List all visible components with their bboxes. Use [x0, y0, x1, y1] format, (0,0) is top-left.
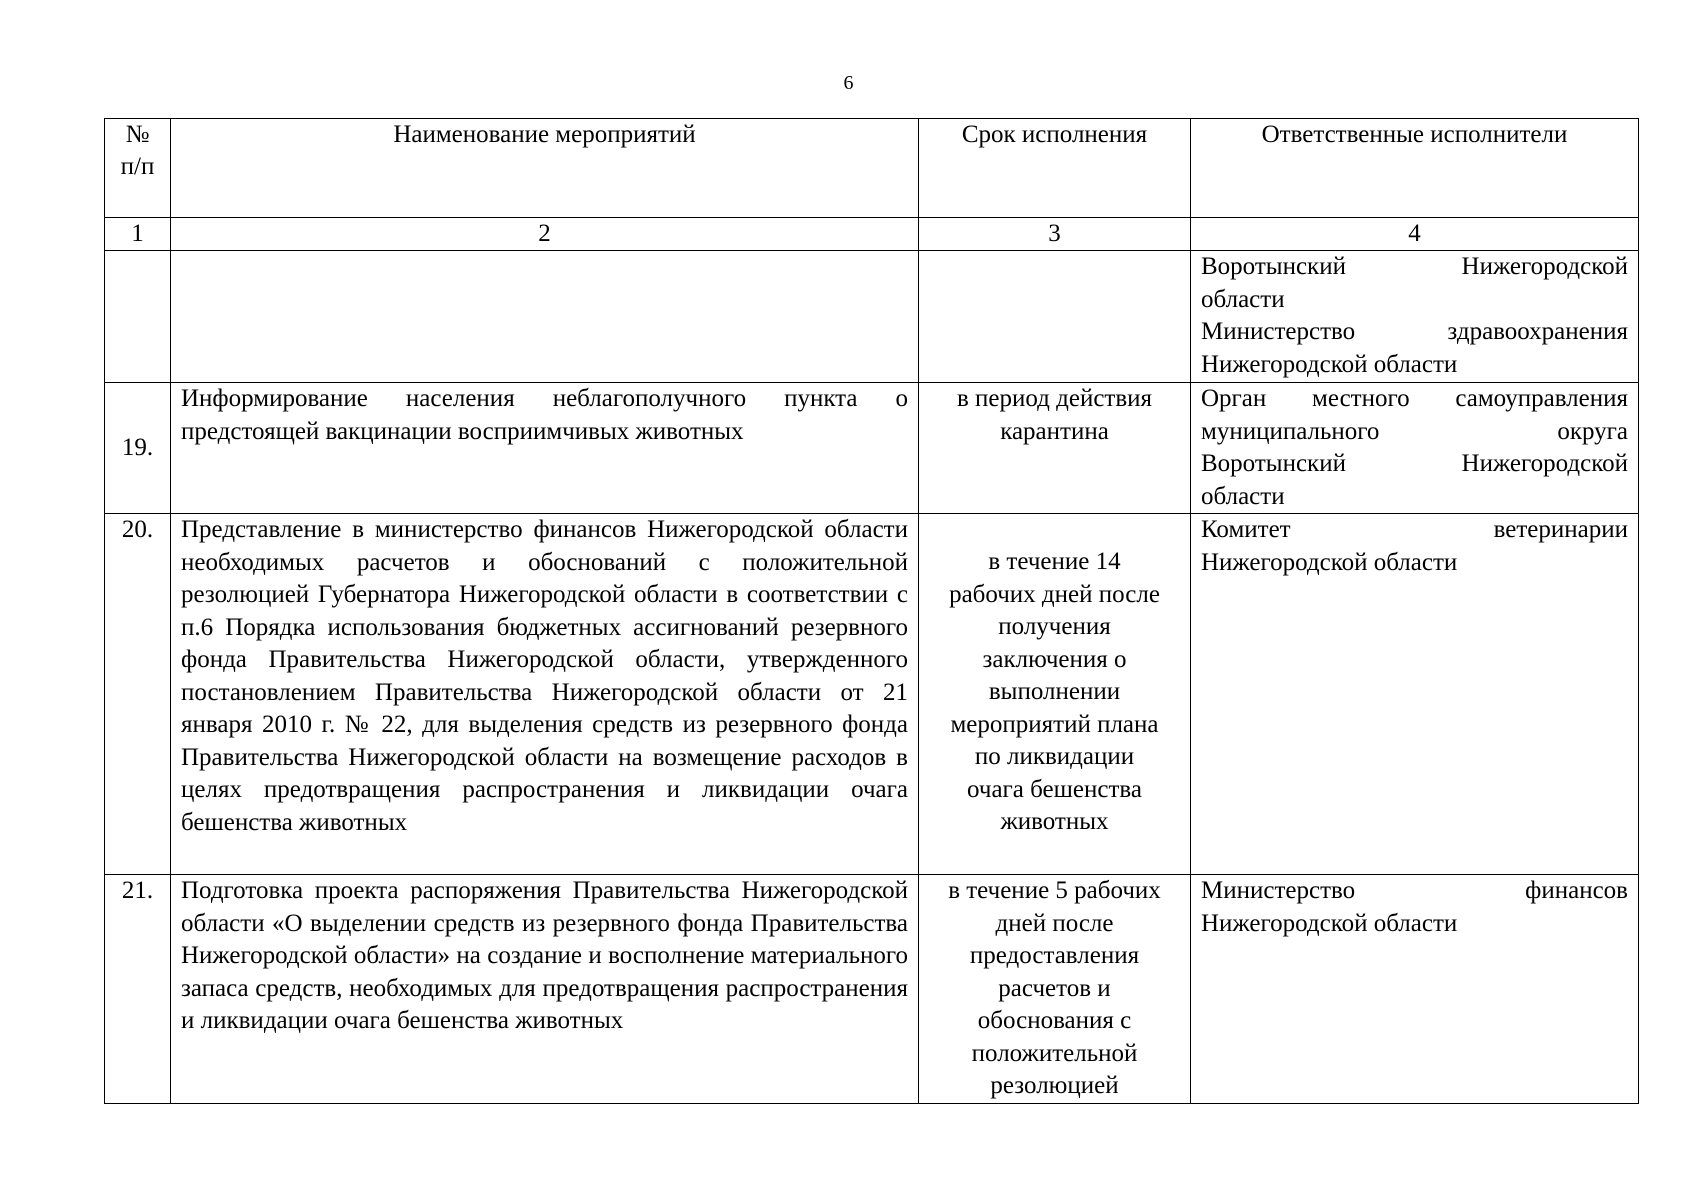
header-number-sign: № [125, 121, 150, 148]
row-responsible [1191, 875, 1639, 1104]
responsible-line: Министерство здравоохранения [1201, 318, 1628, 345]
row-deadline [919, 514, 1191, 875]
deadline-line: обоснования с [977, 1007, 1132, 1034]
responsible-line: Воротынский Нижегородской [1201, 450, 1628, 477]
responsible-line: Воротынский Нижегородской [1201, 253, 1628, 280]
deadline-line: дней после [995, 909, 1114, 937]
deadline-line: мероприятий плана [950, 710, 1159, 738]
deadline-line: получения [998, 613, 1111, 640]
row-deadline [919, 251, 1191, 383]
deadline-line: рабочих дней после [949, 580, 1160, 608]
deadline-line: заключения о [982, 645, 1127, 673]
header-number-abbr: п/п [120, 153, 155, 180]
responsible-line: Орган местного самоуправления [1201, 385, 1628, 412]
deadline-line: положительной [971, 1039, 1138, 1067]
column-index-row [105, 218, 1639, 251]
deadline-line: расчетов и [998, 974, 1111, 1002]
deadline-line: по ликвидации [974, 743, 1135, 770]
row-responsible [1191, 251, 1639, 383]
row-measure: Информирование населения неблагополучного пункта о предстоящей вакцинации восприимчивых животных [171, 383, 919, 514]
deadline-line: в течение 5 рабочих [948, 877, 1161, 904]
row-measure [171, 251, 919, 383]
row-number: 20. [105, 514, 171, 875]
deadline-line: резолюцией [990, 1072, 1119, 1099]
row-number: 19. [105, 383, 171, 514]
responsible-line: Комитет ветеринарии [1201, 516, 1628, 543]
row-measure: Представление в министерство финансов Нижегородской области необходимых расчетов и обоснований с положительной резолюцией Губернатора Нижегородской области в соответствии с п.6 Порядка использования бюджетных ассигнований резервного фонда Правительства Нижегородской области, утвержденного постановлением Правительства Нижегородской области от 21 января 2010 г. № 22, для выделения средств из резервного фонда Правительства Нижегородской области на возмещение расходов в целях предотвращения распространения и ликвидации очага бешенства животных [171, 514, 919, 875]
page-number: 6 [843, 72, 854, 94]
table-row [105, 875, 1639, 1104]
responsible-line: Нижегородской области [1201, 909, 1458, 937]
header-responsible: Ответственные исполнители [1191, 119, 1639, 218]
header-measures: Наименование мероприятий [171, 119, 919, 218]
deadline-line: животных [1000, 808, 1109, 835]
row-responsible [1191, 514, 1639, 875]
column-index: 4 [1191, 218, 1639, 251]
table-row [105, 383, 1639, 514]
deadline-line: в период действия [956, 385, 1153, 412]
measures-table [104, 118, 1639, 1104]
table-row [105, 514, 1639, 875]
deadline-line: предоставления [969, 942, 1140, 969]
row-responsible [1191, 383, 1639, 514]
responsible-line: области [1201, 285, 1285, 313]
row-measure: Подготовка проекта распоряжения Правительства Нижегородской области «О выделении средств из резервного фонда Правительства Нижегородской области» на создание и восполнение материального запаса средств, необходимых для предотвращения распространения и ликвидации очага бешенства животных [171, 875, 919, 1104]
responsible-line: Нижегородской области [1201, 548, 1458, 576]
header-number [105, 119, 171, 218]
deadline-line: выполнении [988, 678, 1121, 705]
row-number [105, 251, 171, 383]
row-deadline [919, 875, 1191, 1104]
deadline-line: карантина [1000, 417, 1109, 445]
table-row [105, 251, 1639, 383]
row-deadline [919, 383, 1191, 514]
table-header-row [105, 119, 1639, 218]
column-index: 2 [171, 218, 919, 251]
deadline-line: очага бешенства [967, 775, 1142, 803]
row-number: 21. [105, 875, 171, 1104]
responsible-line: муниципального округа [1201, 417, 1628, 445]
responsible-line: области [1201, 482, 1285, 510]
column-index: 3 [919, 218, 1191, 251]
responsible-line: Министерство финансов [1201, 877, 1628, 904]
column-index: 1 [105, 218, 171, 251]
deadline-line: в течение 14 [988, 548, 1121, 575]
responsible-line: Нижегородской области [1201, 350, 1458, 378]
header-deadline: Срок исполнения [919, 119, 1191, 218]
